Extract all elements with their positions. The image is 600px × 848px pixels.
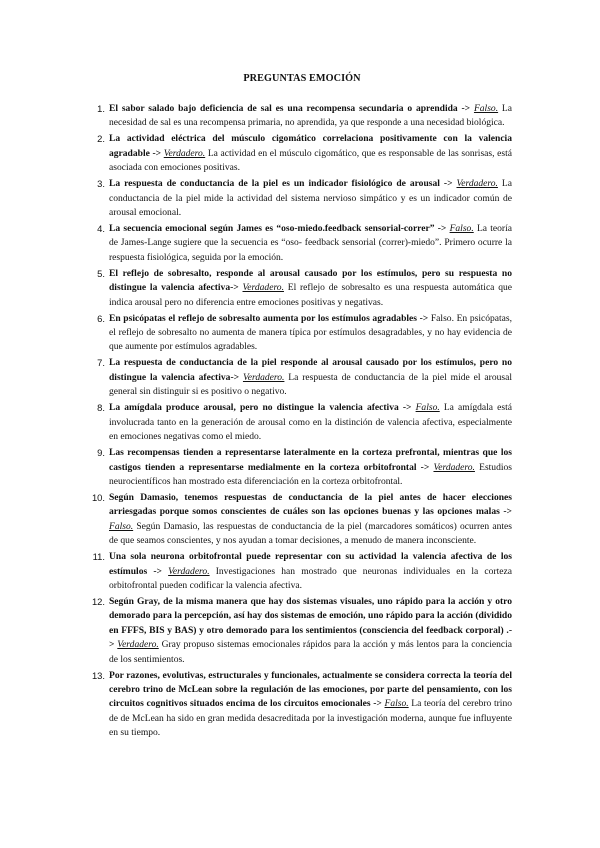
question-text: La respuesta de conductancia de la piel es un indicador fisiológico de arousal: [109, 178, 440, 190]
answer-explanation: Falso. En psicópatas, el reflejo de sobresalto no aumenta de manera típica por estímulos desagradables, y no hay evidencia de que aumente por estímulos agradables.: [109, 312, 512, 353]
question-number: 7.: [97, 357, 105, 369]
answer-explanation: Investigaciones han mostrado que neuronas individuales en la corteza orbitofrontal pueden codificar la valencia afectiva.: [109, 565, 512, 591]
answer-explanation: La necesidad de sal es una recompensa primaria, no aprendida, ya que responde a una necesidad biológica.: [109, 103, 512, 129]
answer-verdict: Verdadero.: [117, 639, 159, 651]
answer-arrow: ->: [416, 312, 431, 324]
question-number: 2.: [97, 133, 105, 145]
answer-explanation: La actividad en el músculo cigomático, que es responsable de las sonrisas, está asociada con emociones positivas.: [109, 147, 512, 174]
question-item: [92, 267, 512, 310]
answer-verdict: Falso.: [449, 223, 474, 235]
question-text: La respuesta de conductancia de la piel responde al arousal causado por los estímulos, pero no distingue la valencia afectiva: [109, 357, 512, 383]
answer-arrow: ->: [499, 506, 512, 518]
answer-explanation: La respuesta de conductancia de la piel mide el arousal general sin distinguir si es positivo o negativo.: [109, 371, 512, 398]
question-number: 13.: [91, 669, 105, 681]
answer-arrow: ->: [457, 103, 474, 114]
question-number: 10.: [91, 491, 105, 503]
answer-verdict: Falso.: [415, 402, 440, 414]
answer-explanation: La teoría del cerebro trino de de McLean ha sido en gran medida desacreditada por la investigación moderna, aunque fue influyente en su tiempo.: [109, 698, 512, 739]
answer-arrow: ->: [149, 147, 164, 159]
answer-explanation: Gray propuso sistemas emocionales rápidos para la acción y más lentos para la conciencia de los sentimientos.: [109, 639, 513, 665]
question-number: 3.: [97, 178, 105, 190]
question-number: 1.: [97, 103, 105, 114]
answer-arrow: ->: [147, 565, 169, 577]
question-list: [92, 102, 512, 741]
answer-verdict: Verdadero.: [242, 371, 285, 383]
answer-explanation: Estudios neurocientíficos han mostrado esta diferenciación en la corteza orbitofrontal.: [109, 461, 512, 487]
answer-verdict: Verdadero.: [242, 282, 284, 294]
question-item: [92, 401, 512, 444]
question-text: En psicópatas el reflejo de sobresalto aumenta por los estímulos agradables: [109, 312, 417, 324]
question-text: Según Gray, de la misma manera que hay dos sistemas visuales, uno rápido para la acción y otro demorado para la percepción, así hay dos sistemas de emoción, uno rápido para la acción (dividido en FFFS, BIS y BAS) y otro demorado para los sentimientos (consciencia del feedback corporal): [109, 595, 512, 636]
question-item: [92, 312, 512, 355]
answer-verdict: Falso.: [473, 103, 499, 114]
question-item: [92, 356, 512, 399]
question-number: 11.: [92, 551, 105, 563]
question-number: 12.: [91, 595, 105, 607]
answer-verdict: Verdadero.: [433, 461, 475, 473]
question-item: [92, 491, 512, 549]
answer-arrow: .->: [109, 624, 512, 651]
question-item: [92, 177, 512, 220]
question-number: 8.: [97, 402, 105, 414]
question-item: [92, 669, 512, 741]
page-title: PREGUNTAS EMOCIÓN: [243, 73, 361, 84]
question-text: Por razones, evolutivas, estructurales y funcionales, actualmente se considera correcta la teoría del cerebro trino de McLean sobre la regulación de las emociones, por parte del pensamiento, con los circuitos cognitivos situados encima de los circuitos emocionales: [109, 669, 512, 710]
answer-verdict: Verdadero.: [168, 565, 210, 577]
answer-explanation: La amígdala está involucrada tanto en la generación de arousal como en la distinción de valencia afectiva, especialmente en emociones negativas como el miedo.: [109, 402, 512, 443]
answer-explanation: La conductancia de la piel mide la actividad del sistema nervioso simpático y es un indicador común de arousal emocional.: [109, 178, 512, 219]
question-number: 9.: [97, 447, 105, 459]
answer-explanation: Según Damasio, las respuestas de conductancia de la piel (marcadores somáticos) ocurren antes de que seamos conscientes, y nos ayudan a tomar decisiones, a menudo de manera inconsciente.: [109, 520, 512, 547]
question-item: [92, 132, 512, 175]
question-text: Una sola neurona orbitofrontal puede representar con su actividad la valencia afectiva de los estímulos: [109, 551, 512, 577]
question-item: [92, 446, 512, 489]
answer-arrow: ->: [370, 698, 385, 710]
answer-arrow: ->: [434, 223, 450, 235]
answer-arrow: ->: [439, 178, 457, 190]
question-text: Según Damasio, tenemos respuestas de conductancia de la piel antes de hacer elecciones arriesgadas porque somos conscientes de cuáles son las opciones buenas y las opciones malas: [109, 491, 512, 518]
question-text: Las recompensas tienden a representarse lateralmente en la corteza prefrontal, mientras que los castigos tienden a representarse medialmente en la corteza orbitofrontal: [109, 447, 512, 473]
answer-verdict: Falso.: [109, 520, 134, 532]
question-item: [92, 102, 512, 131]
question-item: [92, 550, 512, 593]
answer-verdict: Verdadero.: [456, 178, 498, 190]
answer-verdict: Falso.: [384, 698, 409, 710]
answer-arrow: ->: [230, 371, 243, 383]
question-text: La secuencia emocional según James es “oso-miedo.feedback sensorial-correr”: [109, 223, 435, 235]
question-item: [92, 222, 512, 265]
question-item: [92, 595, 512, 667]
answer-arrow: ->: [230, 282, 243, 294]
answer-arrow: ->: [398, 402, 416, 414]
question-number: 6.: [97, 312, 105, 324]
answer-explanation: El reflejo de sobresalto es una respuesta automática que indica arousal pero no diferencia entre emociones positivas y negativas.: [109, 282, 512, 308]
question-text: La actividad eléctrica del músculo cigomático correlaciona positivamente con la valencia agradable: [109, 133, 512, 159]
answer-verdict: Verdadero.: [163, 147, 206, 159]
question-text: El reflejo de sobresalto, responde al arousal causado por los estímulos, pero su respuesta no distingue la valencia afectiva: [109, 267, 512, 294]
answer-explanation: La teoría de James-Lange sugiere que la secuencia es “oso- feedback sensorial (correr)-miedo”. Primero ocurre la respuesta fisiológica, seguida por la emoción.: [109, 223, 512, 263]
question-number: 5.: [97, 267, 105, 279]
question-text: La amígdala produce arousal, pero no distingue la valencia afectiva: [109, 402, 399, 414]
question-number: 4.: [97, 223, 105, 235]
question-text: El sabor salado bajo deficiencia de sal es una recompensa secundaria o aprendida: [109, 103, 458, 114]
answer-arrow: ->: [416, 461, 434, 473]
